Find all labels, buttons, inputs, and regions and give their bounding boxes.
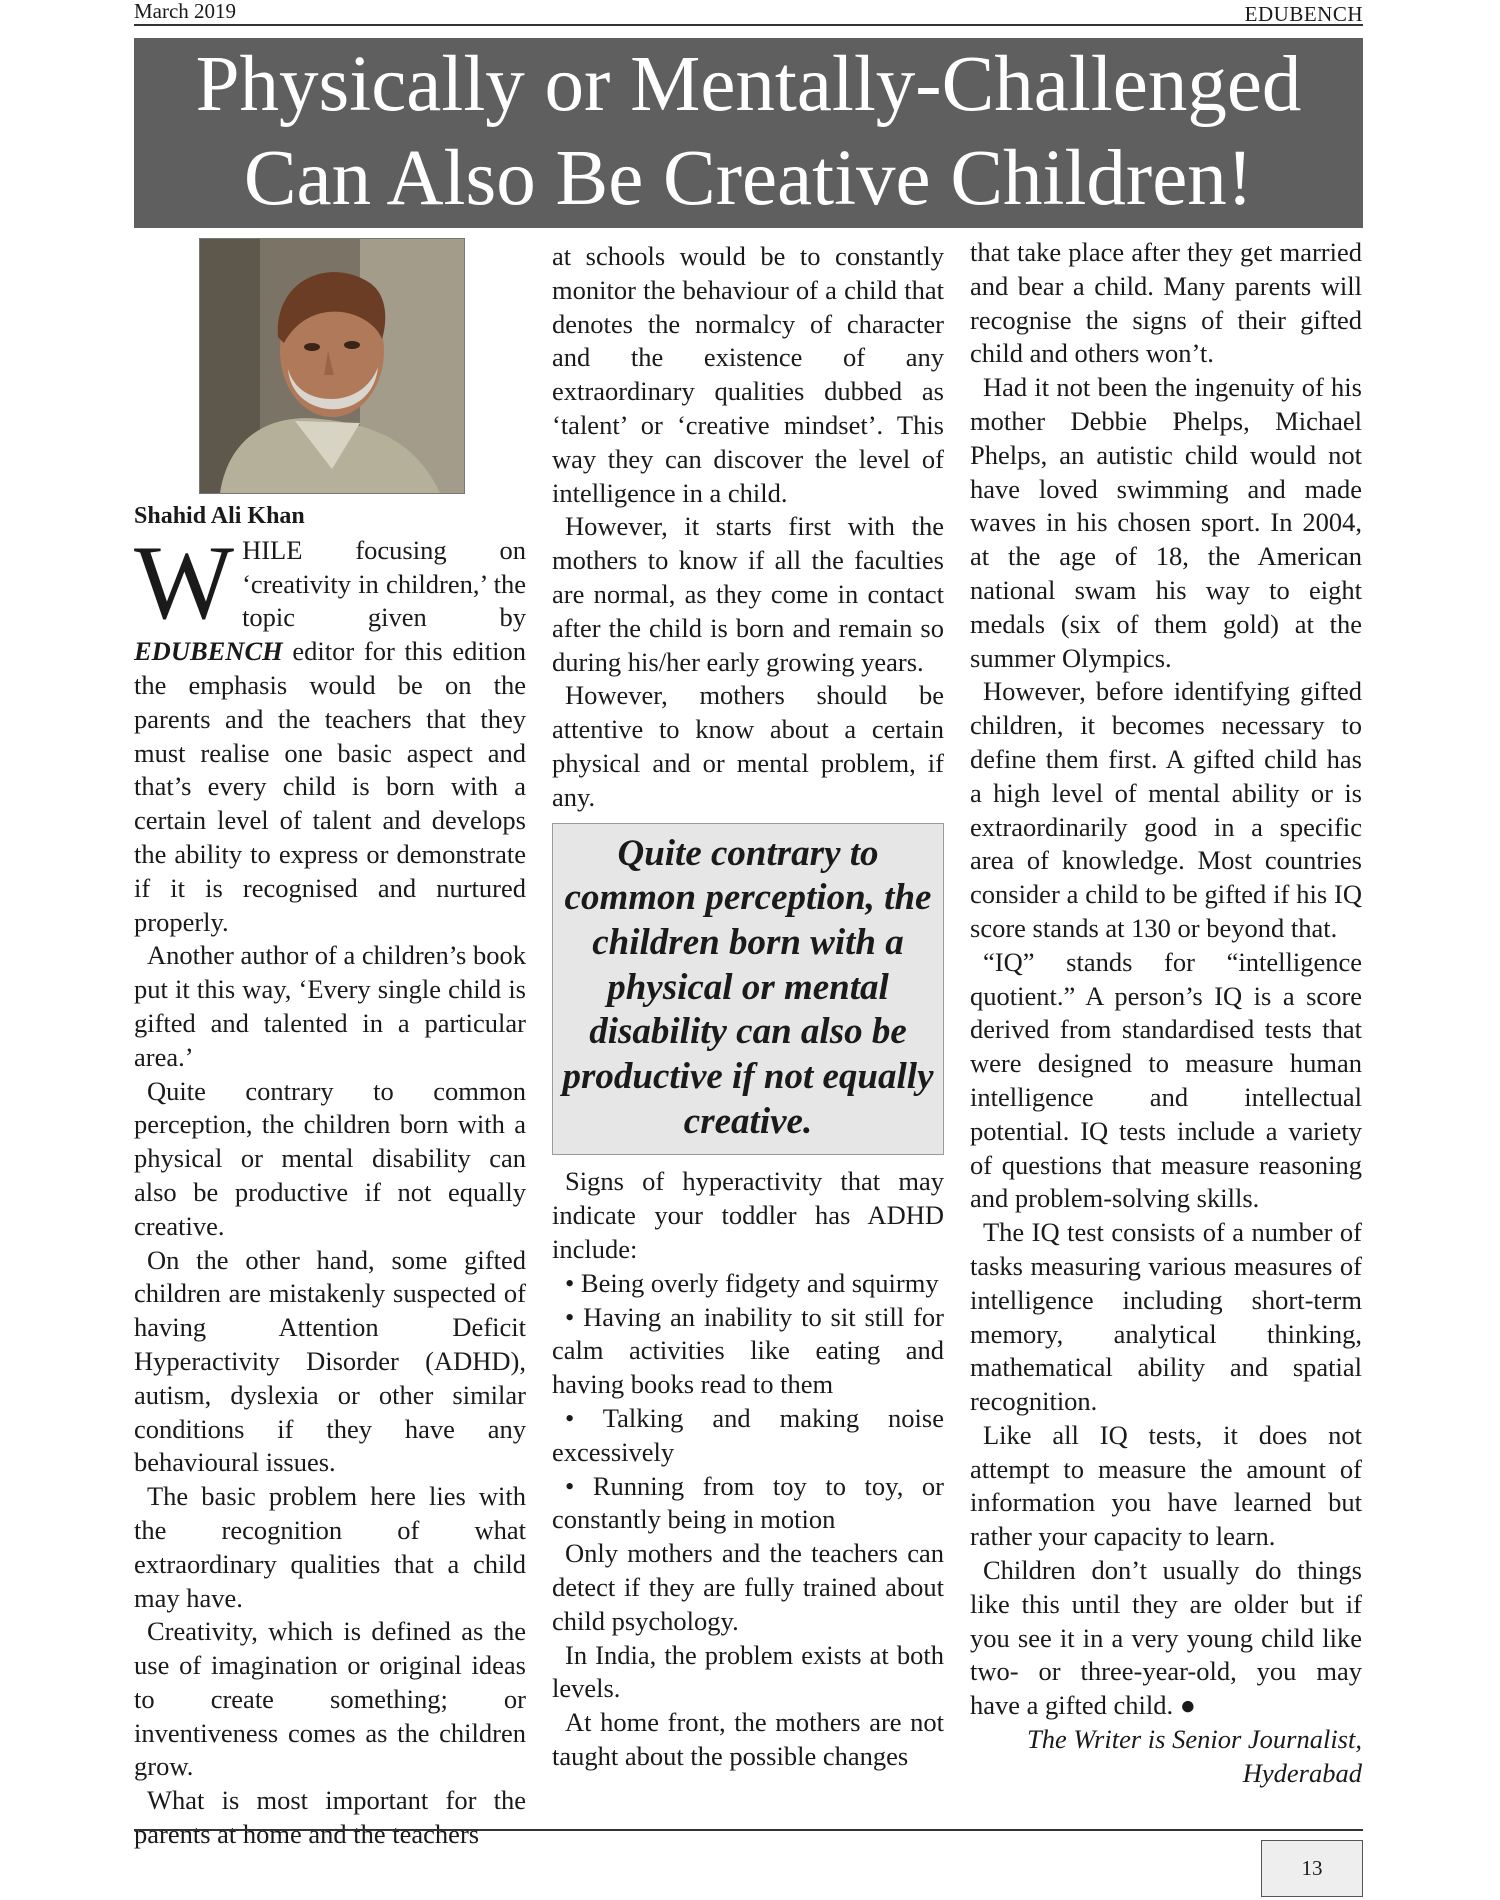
bullet-item: • Running from toy to toy, or constantly being in motion — [552, 1470, 944, 1535]
bullet-item: • Being overly fidgety and squirmy — [565, 1267, 939, 1298]
magazine-name: EDUBENCH — [1244, 2, 1363, 26]
paragraph: Children don’t usually do things like this until they are older but if you see it in a very young child like two- or three-year-old, you may have a gifted child. ● — [970, 1555, 1362, 1721]
paragraph: Quite contrary to common perception, the children born with a physical or mental disability can also be productive if not equally creative. — [134, 1075, 526, 1241]
paragraph: Signs of hyperactivity that may indicate your toddler has ADHD include: — [552, 1166, 944, 1265]
bullet-item: • Having an inability to sit still for calm activities like eating and having books read to them — [552, 1301, 944, 1400]
intro-text-1: HILE focusing on ‘creativity in children,’ the topic given by — [242, 534, 526, 633]
paragraph: On the other hand, some gifted children are mistakenly suspected of having Attention Deficit Hyperactivity Disorder (ADHD), autism, dyslexia or other similar conditions if they have any behavioural issues. — [134, 1244, 526, 1478]
paragraph: At home front, the mothers are not taught about the possible changes — [552, 1707, 944, 1772]
paragraph: that take place after they get married and bear a child. Many parents will recognise the signs of their gifted child and others won’t. — [970, 237, 1362, 369]
writer-note-line-2: Hyderabad — [1242, 1757, 1362, 1788]
pull-quote — [552, 823, 944, 1156]
paragraph: However, before identifying gifted children, it becomes necessary to define them first. A gifted child has a high level of mental ability or is extraordinarily good in a specific area of knowledge. Most countries consider a child to be gifted if his IQ score stands at 130 or beyond that. — [970, 676, 1362, 943]
paragraph: Creativity, which is defined as the use of imagination or original ideas to create something; or inventiveness comes as the children grow. — [134, 1616, 526, 1782]
paragraph: However, mothers should be attentive to know about a certain physical and or mental problem, if any. — [552, 680, 944, 812]
bullet-item: • Talking and making noise excessively — [552, 1403, 944, 1467]
paragraph: Another author of a children’s book put it this way, ‘Every single child is gifted and talented in a particular area.’ — [134, 940, 526, 1072]
paragraph: The IQ test consists of a number of tasks measuring various measures of intelligence including short-term memory, analytical thinking, mathematical ability and spatial recognition. — [970, 1217, 1362, 1417]
editor-name: EDUBENCH — [134, 636, 283, 667]
author-photo — [199, 238, 465, 494]
paragraph: However, it starts first with the mothers to know if all the faculties are normal, as they come in contact after the child is born and remain so during his/her early growing years. — [552, 511, 944, 677]
intro-paragraph — [134, 523, 526, 940]
header-rule — [134, 24, 1363, 26]
paragraph: What is most important for the parents at home and the teachers — [134, 1785, 526, 1850]
column-3 — [970, 236, 1362, 1791]
page-number: 13 — [1261, 1840, 1363, 1897]
headline-line-2: Can Also Be Creative Children! — [243, 135, 1254, 222]
paragraph: Had it not been the ingenuity of his mother Debbie Phelps, Michael Phelps, an autistic child would not have loved swimming and made waves in his chosen sport. In 2004, at the age of 18, the American national swam his way to eight medals (six of them gold) at the summer Olympics. — [970, 372, 1362, 673]
writer-note — [970, 1723, 1362, 1791]
intro-text-2: editor for this edition the emphasis would be on the parents and the teachers that they must realise one basic aspect and that’s every child is born with a certain level of talent and develops the ability to express or demonstrate if it is recognised and nurtured properly. — [134, 636, 526, 937]
title-banner — [134, 38, 1363, 228]
paragraph: Like all IQ tests, it does not attempt to measure the amount of information you have learned but rather your capacity to learn. — [970, 1419, 1362, 1552]
pull-quote-text: Quite contrary to common perception, the children born with a physical or mental disability can also be productive if not equally creative. — [562, 832, 934, 1142]
issue-date: March 2019 — [134, 0, 237, 23]
author-portrait-image — [200, 239, 464, 493]
paragraph: “IQ” stands for “intelligence quotient.” A person’s IQ is a score derived from standardised tests that were designed to measure human intelligence and intellectual potential. IQ tests include a variety of questions that measure reasoning and problem-solving skills. — [970, 946, 1362, 1214]
paragraph: Only mothers and the teachers can detect if they are fully trained about child psychology. — [552, 1538, 944, 1636]
author-byline: Shahid Ali Khan — [134, 503, 305, 529]
paragraph: In India, the problem exists at both levels. — [552, 1639, 944, 1704]
footer-rule — [134, 1829, 1363, 1831]
writer-note-line-1: The Writer is Senior Journalist, — [1027, 1724, 1362, 1755]
column-2 — [552, 240, 944, 1774]
headline-line-1: Physically or Mentally-Challenged — [195, 41, 1302, 128]
paragraph: The basic problem here lies with the recognition of what extraordinary qualities that a child may have. — [134, 1481, 526, 1613]
paragraph: at schools would be to constantly monitor the behaviour of a child that denotes the normalcy of character and the existence of any extraordinary qualities dubbed as ‘talent’ or ‘creative mindset’. This way they can discover the level of intelligence in a child. — [552, 241, 944, 508]
drop-cap: W — [134, 523, 235, 641]
column-1 — [134, 500, 526, 1852]
